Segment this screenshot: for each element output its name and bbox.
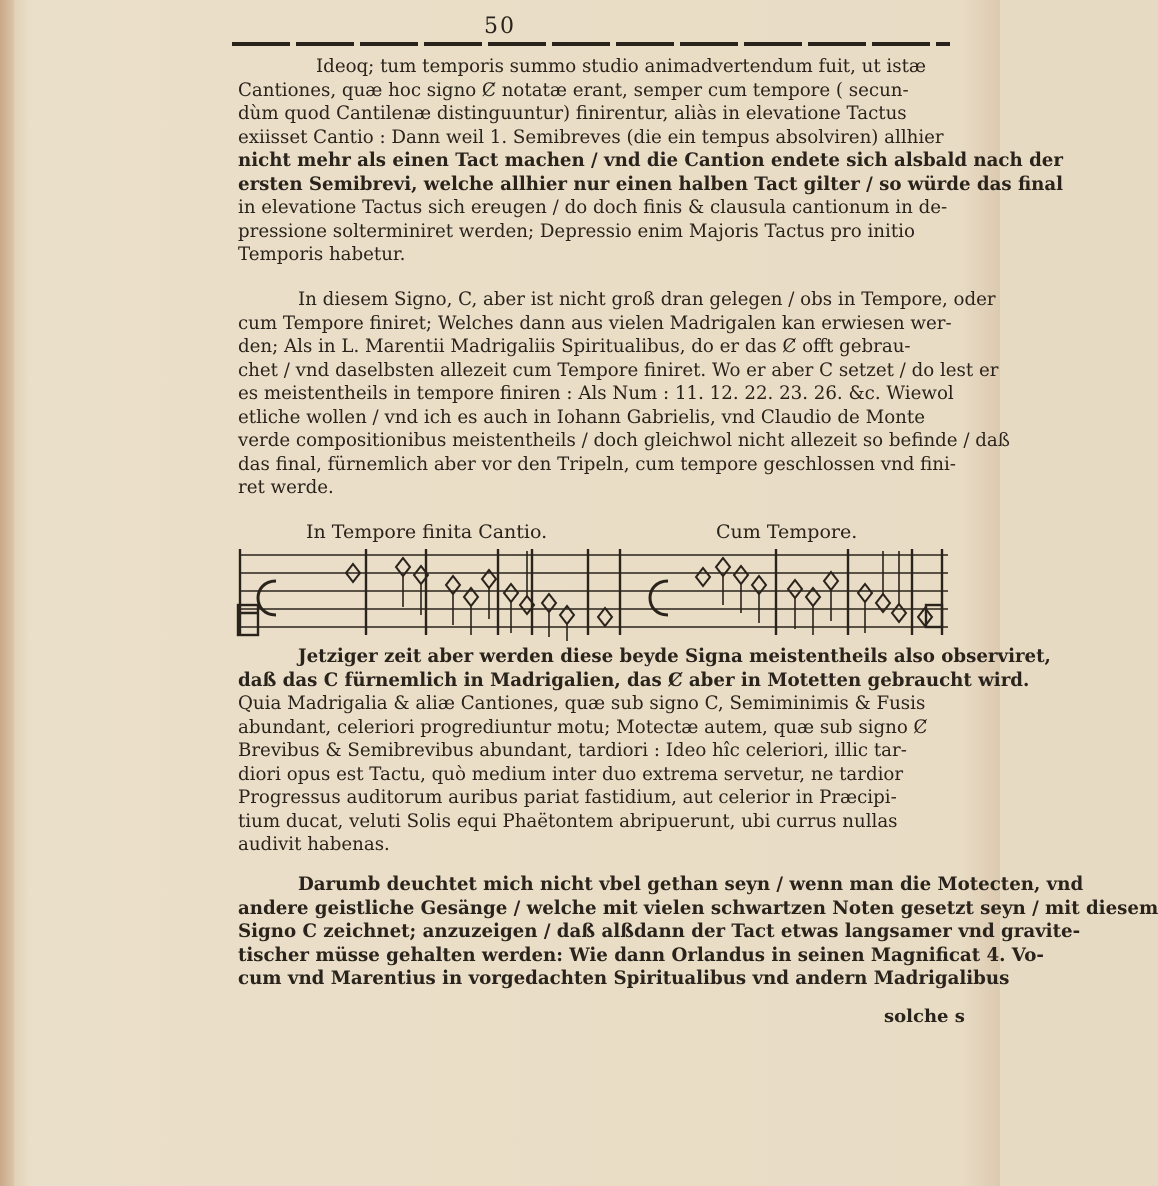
text-line: cum Tempore finiret; Welches dann aus vielen Madrigalen kan erwiesen wer- xyxy=(238,312,952,334)
text-line: exiisset Cantio : Dann weil 1. Semibreves (die ein tempus absolviren) allhier xyxy=(238,126,944,148)
paragraph-3 xyxy=(238,645,1051,857)
text-line: audivit habenas. xyxy=(238,834,390,855)
text-line: pressione solterminiret werden; Depressio enim Majoris Tactus pro initio xyxy=(238,220,915,242)
text-line: das final, fürnemlich aber vor den Tripeln, cum tempore geschlossen vnd fini- xyxy=(238,453,956,475)
text-line: abundant, celeriori progrediuntur motu; Motectæ autem, quæ sub signo Ȼ xyxy=(238,716,928,738)
bar-lines xyxy=(240,549,942,635)
text-line: andere geistliche Gesänge / welche mit vielen schwartzen Noten gesetzt seyn / mit diesem xyxy=(238,897,1158,919)
page-number: 50 xyxy=(484,14,516,39)
text-line: chet / vnd daselbsten allezeit cum Tempore finiret. Wo er aber C setzet / do lest er xyxy=(238,359,999,381)
paragraph-1 xyxy=(238,55,1064,267)
text-line: nicht mehr als einen Tact machen / vnd die Cantion endete sich alsbald nach der xyxy=(238,150,1063,171)
text-line: diori opus est Tactu, quò medium inter duo extrema servetur, ne tardior xyxy=(238,763,904,785)
mensuration-sign-left xyxy=(258,581,276,615)
paragraph-2 xyxy=(238,288,1010,500)
text-line: tischer müsse gehalten werden: Wie dann Orlandus in seinen Magnificat 4. Vo- xyxy=(238,944,1044,966)
text-line: Brevibus & Semibrevibus abundant, tardiori : Ideo hîc celeriori, illic tar- xyxy=(238,740,907,761)
text-line: ret werde. xyxy=(238,477,334,498)
mensuration-sign-right xyxy=(650,581,668,615)
text-line: in elevatione Tactus sich ereugen / do doch finis & clausula cantionum in de- xyxy=(238,197,948,218)
text-line: Quia Madrigalia & aliæ Cantiones, quæ sub signo C, Semiminimis & Fusis xyxy=(238,693,926,714)
page-edge xyxy=(0,0,14,1186)
text-line: Signo C zeichnet; anzuzeigen / daß alßdann der Tact etwas langsamer vnd gravite- xyxy=(238,921,1081,942)
text-line: daß das C fürnemlich in Madrigalien, das Ȼ aber in Motetten gebraucht wird. xyxy=(238,669,1030,691)
text-line: Darumb deuchtet mich nicht vbel gethan seyn / wenn man die Motecten, vnd xyxy=(298,874,1084,895)
music-caption-right: Cum Tempore. xyxy=(716,521,858,543)
text-line: Temporis habetur. xyxy=(238,244,406,265)
text-line: tium ducat, veluti Solis equi Phaëtontem abripuerunt, ubi currus nullas xyxy=(238,810,898,832)
music-caption-left: In Tempore finita Cantio. xyxy=(306,521,548,543)
text-line: etliche wollen / vnd ich es auch in Iohann Gabrielis, vnd Claudio de Monte xyxy=(238,406,925,428)
music-example xyxy=(236,545,952,645)
text-line: Progressus auditorum auribus pariat fastidium, aut celerior in Præcipi- xyxy=(238,787,897,808)
text-line: es meistentheils in tempore finiren : Als Num : 11. 12. 22. 23. 26. &c. Wiewol xyxy=(238,383,954,404)
text-line: den; Als in L. Marentii Madrigaliis Spiritualibus, do er das Ȼ offt gebrau- xyxy=(238,336,911,357)
staff-lines xyxy=(240,555,948,627)
note-heads xyxy=(346,558,932,626)
text-line: cum vnd Marentius in vorgedachten Spiritualibus vnd andern Madrigalibus xyxy=(238,968,1010,989)
text-line: Cantiones, quæ hoc signo Ȼ notatæ erant, semper cum tempore ( secun- xyxy=(238,79,909,101)
paragraph-4 xyxy=(238,873,1158,991)
catchword: solche s xyxy=(884,1006,965,1027)
text-line: dùm quod Cantilenæ distinguuntur) finirentur, aliàs in elevatione Tactus xyxy=(238,103,907,124)
header-rule xyxy=(232,42,950,46)
text-line: Ideoq; tum temporis summo studio animadvertendum fuit, ut istæ xyxy=(316,56,926,77)
text-line: Jetziger zeit aber werden diese beyde Signa meistentheils also observiret, xyxy=(298,646,1051,667)
text-line: ersten Semibrevi, welche allhier nur einen halben Tact gilter / so würde das final xyxy=(238,173,1064,195)
text-line: In diesem Signo, C, aber ist nicht groß dran gelegen / obs in Tempore, oder xyxy=(298,289,996,310)
text-line: verde compositionibus meistentheils / doch gleichwol nicht allezeit so befinde / daß xyxy=(238,430,1010,451)
